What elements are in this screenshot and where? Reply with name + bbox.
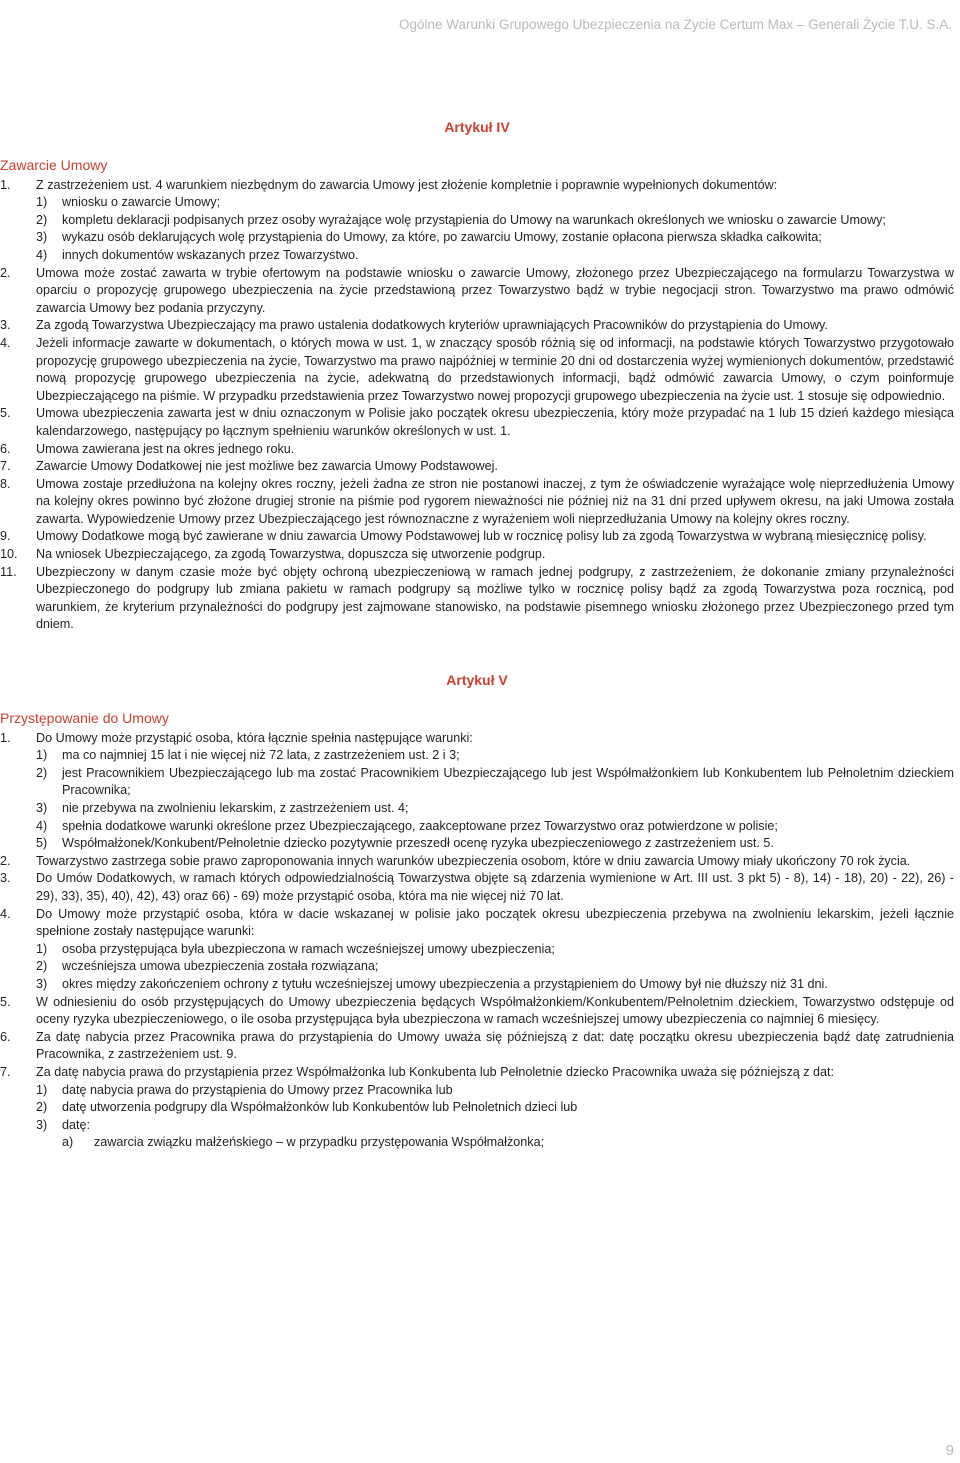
clause	[0, 870, 954, 905]
article-title: Artykuł V	[446, 672, 508, 689]
sub-clause	[36, 194, 954, 212]
sub-clause	[36, 1117, 954, 1135]
clause-text: Za datę nabycia przez Pracownika prawa do przystąpienia do Umowy uważa się późniejszą z dat: datę początku okresu ubezpieczenia bądź datę zatrudnienia Pracownika, z zastrzeżeniem ust. 9.	[36, 1029, 954, 1062]
clause-text: Zawarcie Umowy Dodatkowej nie jest możliwe bez zawarcia Umowy Podstawowej.	[36, 459, 498, 474]
sub-clause	[36, 229, 954, 247]
clause-number: 11.	[0, 564, 17, 579]
sub-clause	[36, 818, 954, 836]
clause-text: Na wniosek Ubezpieczającego, za zgodą Towarzystwa, dopuszcza się utworzenie podgrup.	[36, 547, 546, 562]
clause	[0, 546, 954, 564]
sub-clause	[36, 941, 954, 959]
sub-clause-number: 3)	[36, 976, 48, 991]
clause-text: Towarzystwo zastrzega sobie prawo zaproponowania innych warunków ubezpieczenia osobom, które w dniu zawarcia Umowy miały ukończony 70 rok życia.	[36, 853, 911, 868]
clause-text: W odniesieniu do osób przystępujących do Umowy ubezpieczenia będących Współmałżonkiem/Konkubentem/Pełnoletnim dzieckiem, Towarzystwo odstępuje od oceny ryzyka ubezpieczeniowego, o ile osoba przystępująca była ubezpieczona w ramach wcześniejszej umowy ubezpieczenia co najmniej 6 miesięcy.	[36, 994, 954, 1027]
sub-clause	[36, 835, 954, 853]
sub-clause	[36, 747, 954, 765]
sub-clause-number: 4)	[36, 818, 48, 833]
sub-clause-text: jest Pracownikiem Ubezpieczającego lub ma zostać Pracownikiem Ubezpieczającego lub jest Współmałżonkiem lub Konkubentem lub Pełnoletnim dzieckiem Pracownika;	[62, 765, 954, 798]
clause-text: Z zastrzeżeniem ust. 4 warunkiem niezbędnym do zawarcia Umowy jest złożenie kompletnie i poprawnie wypełnionych dokumentów:	[36, 177, 778, 192]
clause-text: Do Umów Dodatkowych, w ramach których odpowiedzialnością Towarzystwa objęte są zdarzenia wymienione w Art. III ust. 3 pkt 5) - 8), 14) - 18), 20) - 22), 26) - 29), 33), 35), 40), 42), 43) oraz 66) - 69) może przystąpić osoba, która ma nie więcej niż 70 lat.	[36, 871, 954, 903]
sub-clause-number: 1)	[36, 941, 48, 956]
clause-number: 2.	[0, 853, 11, 868]
clause	[0, 1029, 954, 1064]
clause-text: Umowa może zostać zawarta w trybie ofertowym na podstawie wniosku o zawarcie Umowy, złożonego przez Ubezpieczającego na formularzu Towarzystwa w oparciu o propozycję grupowego ubezpieczenia na życie przedstawioną przez Towarzystwo bądź w trybie negocjacji stron. Towarzystwo ma prawo odmówić zawarcia Umowy bez podania przyczyny.	[36, 265, 954, 315]
clause-text: Umowa zostaje przedłużona na kolejny okres roczny, jeżeli żadna ze stron nie postanowi inaczej, z tym że oświadczenie wyrażające wolę nieprzedłużenia Umowy na kolejny okres powinno być złożone drugiej stronie na piśmie pod rygorem nieważności nie później niż na 31 dni przed upływem okresu, na jaki Umowa została zawarta. Wypowiedzenie Umowy przez Ubezpieczającego jest równoznaczne z wyrażeniem woli nieprzedłużania Umowy na kolejny okres roczny.	[36, 476, 954, 526]
sub-clause	[36, 247, 954, 265]
page-number: 9	[945, 1442, 954, 1459]
clause	[0, 405, 954, 440]
clause-text: Za datę nabycia prawa do przystąpienia przez Współmałżonka lub Konkubenta lub Pełnoletnie dziecko Pracownika uważa się późniejszą z dat:	[36, 1064, 835, 1079]
clause-number: 10.	[0, 547, 18, 562]
sub-sub-clause-number: a)	[62, 1135, 74, 1150]
clause-text: Za zgodą Towarzystwa Ubezpieczający ma prawo ustalenia dodatkowych kryteriów uprawniających Pracowników do przystąpienia do Umowy.	[36, 318, 828, 333]
clause-text: Umowa ubezpieczenia zawarta jest w dniu oznaczonym w Polisie jako początek okresu ubezpieczenia, który może przypadać na 1 lub 15 dzień każdego miesiąca kalendarzowego, następujący po łącznym spełnieniu warunków określonych w ust. 1.	[36, 406, 954, 438]
sub-clause-number: 5)	[36, 836, 48, 851]
clause-text: Do Umowy może przystąpić osoba, która w dacie wskazanej w polisie jako początek okresu ubezpieczenia przebywa na zwolnieniu lekarskim, jeżeli łącznie spełnione zostały następujące warunki:	[36, 906, 954, 939]
sub-clause-text: datę:	[62, 1117, 91, 1132]
article-title: Artykuł IV	[444, 119, 510, 135]
clause-number: 8.	[0, 476, 11, 491]
clause-text: Umowy Dodatkowe mogą być zawierane w dniu zawarcia Umowy Podstawowej lub w rocznicę polisy lub za zgodą Towarzystwa w wybraną miesięcznicę polisy.	[36, 529, 927, 544]
clause-number: 1.	[0, 177, 11, 192]
clause	[0, 265, 954, 318]
sub-clause-text: okres między zakończeniem ochrony z tytułu wcześniejszej umowy ubezpieczenia a przystąpieniem do Umowy był nie dłuższy niż 31 dni.	[62, 976, 828, 991]
clause	[0, 441, 954, 459]
sub-clause-number: 3)	[36, 1117, 48, 1132]
sub-clause	[36, 1082, 954, 1100]
sub-clause-number: 2)	[36, 765, 48, 780]
sub-clause	[36, 1099, 954, 1117]
sub-clause-number: 1)	[36, 195, 48, 210]
clause	[0, 1064, 954, 1082]
sub-clause-text: nie przebywa na zwolnieniu lekarskim, z zastrzeżeniem ust. 4;	[62, 801, 409, 815]
clause-number: 5.	[0, 994, 11, 1009]
sub-clause-text: Współmałżonek/Konkubent/Pełnoletnie dziecko pozytywnie przeszedł ocenę ryzyka ubezpieczeniowego z zastrzeżeniem ust. 5.	[62, 836, 774, 851]
section-title: Zawarcie Umowy	[0, 156, 108, 173]
sub-clause-text: kompletu deklaracji podpisanych przez osoby wyrażające wolę przystąpienia do Umowy na warunkach określonych we wniosku o zawarcie Umowy;	[62, 212, 886, 227]
clause	[0, 476, 954, 529]
sub-clause-text: ma co najmniej 15 lat i nie więcej niż 72 lata, z zastrzeżeniem ust. 2 i 3;	[62, 748, 460, 763]
sub-clause-number: 1)	[36, 748, 48, 763]
clause-number: 9.	[0, 529, 11, 544]
clause-number: 5.	[0, 406, 11, 421]
document-body	[0, 119, 954, 1152]
sub-clause-text: wykazu osób deklarujących wolę przystąpienia do Umowy, za które, po zawarciu Umowy, zostanie opłacona pierwsza składka całkowita;	[62, 230, 822, 245]
clause-text: Umowa zawierana jest na okres jednego roku.	[36, 441, 295, 456]
section-title: Przystępowanie do Umowy	[0, 709, 169, 726]
clause	[0, 994, 954, 1029]
sub-clause-number: 3)	[36, 801, 48, 815]
clause	[0, 730, 954, 748]
clause-text: Jeżeli informacje zawarte w dokumentach, o których mowa w ust. 1, w znaczący sposób różnią się od informacji, na podstawie których Towarzystwo przygotowało propozycję grupowego ubezpieczenia na życie, Towarzystwo ma prawo najpóźniej w terminie 20 dni od dostarczenia wyżej wymienionych dokumentów, przedstawić nową propozycję grupowego ubezpieczenia na życie, adekwatną do przedstawionych informacji, bądź odmówić zawarcia Umowy, o czym poinformuje Ubezpieczającego na piśmie. W przypadku przedstawienia przez Towarzystwo nowej propozycji grupowego ubezpieczenia na życie ust. 1 stosuje się odpowiednio.	[36, 335, 954, 403]
clause	[0, 177, 954, 195]
clause	[0, 317, 954, 335]
clause	[0, 458, 954, 476]
sub-clause	[36, 800, 954, 818]
sub-clause-number: 2)	[36, 1100, 48, 1115]
sub-clause-text: spełnia dodatkowe warunki określone przez Ubezpieczającego, zaakceptowane przez Towarzystwo oraz potwierdzone w polisie;	[62, 818, 778, 833]
running-header: Ogólne Warunki Grupowego Ubezpieczenia na Życie Certum Max – Generali Życie T.U. S.A.	[399, 17, 952, 32]
clause-number: 6.	[0, 1029, 11, 1044]
clause	[0, 335, 954, 405]
sub-clause	[36, 958, 954, 976]
sub-clause-text: datę utworzenia podgrupy dla Współmałżonków lub Konkubentów lub Pełnoletnich dzieci lub	[62, 1100, 578, 1115]
sub-clause	[36, 212, 954, 230]
sub-clause-text: datę nabycia prawa do przystąpienia do Umowy przez Pracownika lub	[62, 1082, 453, 1097]
sub-clause-number: 1)	[36, 1082, 48, 1097]
sub-clause-text: innych dokumentów wskazanych przez Towarzystwo.	[62, 247, 359, 262]
clause-number: 4.	[0, 906, 11, 921]
sub-clause-number: 2)	[36, 212, 48, 227]
sub-clause-number: 4)	[36, 247, 48, 262]
clause-number: 4.	[0, 335, 11, 350]
sub-clause	[36, 765, 954, 800]
sub-clause-number: 2)	[36, 959, 48, 974]
sub-clause-text: wniosku o zawarcie Umowy;	[62, 195, 221, 210]
clause	[0, 528, 954, 546]
clause-number: 6.	[0, 441, 11, 456]
clause-text: Ubezpieczony w danym czasie może być objęty ochroną ubezpieczeniową w ramach jednej podgrupy, z zastrzeżeniem, że dokonanie zmiany przynależności Ubezpieczonego do podgrupy lub zmiana pakietu w ramach podgrupy są możliwe tylko w rocznicę polisy bądź za zgodą Towarzystwa poza rocznicą, pod warunkiem, że kryterium przynależności do podgrupy jest zajmowane stanowisko, na podstawie pisemnego wniosku złożonego przez Ubezpieczonego przed tym dniem.	[36, 564, 954, 632]
sub-clause	[36, 976, 954, 994]
clause-number: 1.	[0, 730, 11, 745]
sub-sub-clause-text: zawarcia związku małżeńskiego – w przypadku przystępowania Współmałżonka;	[94, 1135, 545, 1150]
sub-clause-text: wcześniejsza umowa ubezpieczenia została rozwiązana;	[62, 959, 379, 974]
clause	[0, 853, 954, 871]
clause	[0, 564, 954, 634]
clause-number: 2.	[0, 265, 11, 280]
clause-text: Do Umowy może przystąpić osoba, która łącznie spełnia następujące warunki:	[36, 730, 473, 745]
clause-number: 3.	[0, 871, 11, 886]
clause-number: 7.	[0, 459, 11, 474]
clause-number: 7.	[0, 1064, 11, 1079]
sub-sub-clause	[62, 1134, 954, 1152]
clause-number: 3.	[0, 318, 11, 333]
clause	[0, 906, 954, 941]
sub-clause-text: osoba przystępująca była ubezpieczona w ramach wcześniejszej umowy ubezpieczenia;	[62, 941, 555, 956]
sub-clause-number: 3)	[36, 230, 48, 245]
